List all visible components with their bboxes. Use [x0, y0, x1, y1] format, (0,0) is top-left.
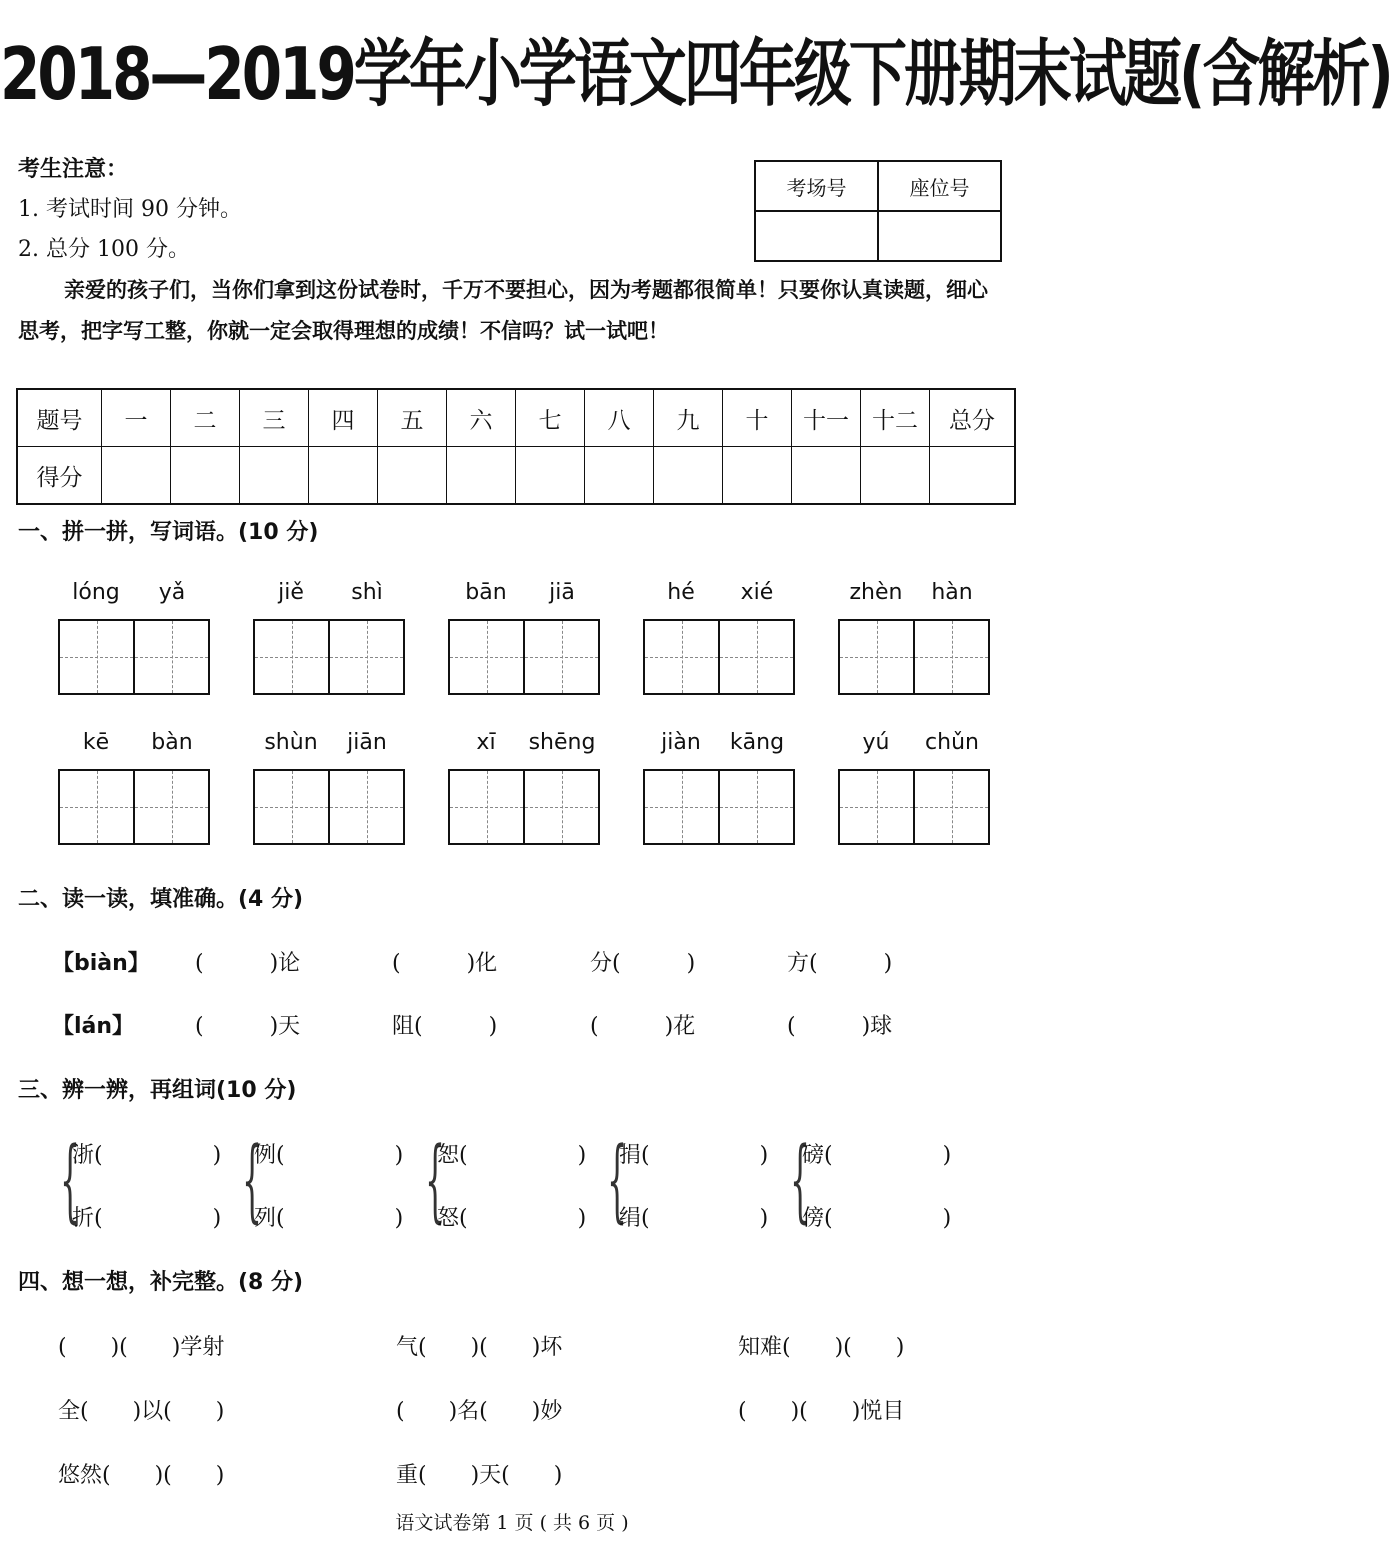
seat-table — [754, 160, 1002, 262]
idiom-item[interactable]: 气( )( )坏 — [396, 1335, 563, 1360]
pinyin-label: chǔn — [925, 730, 979, 755]
section-1-heading: 一、拼一拼，写词语。(10 分) — [18, 520, 319, 545]
seat-header-room: 考场号 — [755, 161, 878, 211]
pinyin-label: jiā — [549, 580, 575, 605]
section-3-heading: 三、辨一辨，再组词(10 分) — [18, 1078, 297, 1103]
fill-blank-item[interactable]: 方( ) — [787, 951, 893, 976]
room-number-field[interactable] — [755, 211, 878, 261]
note-item: 1. 考试时间 90 分钟。 — [18, 197, 242, 222]
char-write-grid[interactable] — [253, 769, 405, 845]
word-pair-item[interactable]: 恕( ) — [437, 1143, 587, 1168]
score-cell[interactable] — [171, 447, 240, 505]
fill-blank-item[interactable]: ( )论 — [195, 951, 301, 976]
score-cell[interactable] — [585, 447, 654, 505]
score-cell[interactable] — [516, 447, 585, 505]
score-column-header: 四 — [309, 389, 378, 447]
pinyin-label: kē — [82, 730, 110, 755]
notes-heading: 考生注意： — [18, 157, 129, 182]
page-footer: 语文试卷第 1 页 ( 共 6 页 ) — [395, 1512, 629, 1534]
brace-icon: { — [790, 1128, 811, 1233]
seat-header-seat: 座位号 — [878, 161, 1001, 211]
idiom-item[interactable]: ( )名( )妙 — [396, 1399, 563, 1424]
word-pair-item[interactable]: 怒( ) — [437, 1206, 587, 1231]
grid-cell[interactable] — [255, 621, 330, 693]
grid-cell[interactable] — [60, 771, 135, 843]
grid-cell[interactable] — [525, 621, 598, 693]
pinyin-label: bān — [465, 580, 507, 605]
pinyin-label: yǎ — [158, 580, 186, 605]
grid-cell[interactable] — [645, 621, 720, 693]
score-column-header: 七 — [516, 389, 585, 447]
pinyin-label: shēng — [528, 730, 596, 755]
brace-icon: { — [425, 1128, 446, 1233]
fill-blank-item[interactable]: ( )花 — [590, 1014, 696, 1039]
char-write-grid[interactable] — [838, 769, 990, 845]
brace-icon: { — [60, 1128, 81, 1233]
char-write-grid[interactable] — [643, 769, 795, 845]
char-write-grid[interactable] — [253, 619, 405, 695]
score-column-header: 六 — [447, 389, 516, 447]
seat-number-field[interactable] — [878, 211, 1001, 261]
score-cell[interactable] — [930, 447, 1016, 505]
section-2-heading: 二、读一读，填准确。(4 分) — [18, 887, 304, 912]
grid-cell[interactable] — [525, 771, 598, 843]
fill-blank-item[interactable]: 阻( ) — [392, 1014, 498, 1039]
score-cell[interactable] — [378, 447, 447, 505]
pinyin-label: jiān — [347, 730, 387, 755]
score-cell[interactable] — [654, 447, 723, 505]
idiom-item[interactable]: 悠然( )( ) — [58, 1463, 225, 1488]
score-cell[interactable] — [240, 447, 309, 505]
score-cell[interactable] — [102, 447, 171, 505]
score-column-header: 五 — [378, 389, 447, 447]
score-column-header: 一 — [102, 389, 171, 447]
pinyin-label: jiàn — [661, 730, 701, 755]
fill-blank-item[interactable]: ( )化 — [392, 951, 498, 976]
word-pair-item[interactable]: 绢( ) — [619, 1206, 769, 1231]
score-column-header: 三 — [240, 389, 309, 447]
word-pair-item[interactable]: 傍( ) — [802, 1206, 952, 1231]
idiom-item[interactable]: 知难( )( ) — [738, 1335, 905, 1360]
char-write-grid[interactable] — [58, 769, 210, 845]
score-column-header: 总分 — [930, 389, 1016, 447]
score-row-label: 得分 — [17, 447, 102, 505]
grid-cell[interactable] — [840, 771, 915, 843]
score-table — [16, 388, 1016, 505]
grid-cell[interactable] — [135, 771, 208, 843]
fill-blank-item: 【lán】 — [52, 1014, 135, 1039]
pinyin-label: kāng — [729, 730, 785, 755]
char-write-grid[interactable] — [838, 619, 990, 695]
score-column-header: 十一 — [792, 389, 861, 447]
char-write-grid[interactable] — [58, 619, 210, 695]
score-cell[interactable] — [447, 447, 516, 505]
fill-blank-item[interactable]: 分( ) — [590, 951, 696, 976]
grid-cell[interactable] — [915, 621, 988, 693]
word-pair-item[interactable]: 折( ) — [72, 1206, 222, 1231]
grid-cell[interactable] — [915, 771, 988, 843]
word-pair-item[interactable]: 列( ) — [254, 1206, 404, 1231]
intro-text — [18, 270, 1008, 352]
page-title: 2018—2019学年小学语文四年级下册期末试题(含解析) — [0, 31, 1391, 117]
idiom-item[interactable]: 全( )以( ) — [58, 1399, 225, 1424]
grid-cell[interactable] — [450, 621, 525, 693]
grid-cell[interactable] — [60, 621, 135, 693]
pinyin-label: hé — [667, 580, 695, 605]
word-pair-item[interactable]: 捐( ) — [619, 1143, 769, 1168]
score-cell[interactable] — [309, 447, 378, 505]
score-column-header: 二 — [171, 389, 240, 447]
idiom-item[interactable]: ( )( )悦目 — [738, 1399, 905, 1424]
idiom-item[interactable]: 重( )天( ) — [396, 1463, 563, 1488]
score-column-header: 八 — [585, 389, 654, 447]
grid-cell[interactable] — [720, 771, 793, 843]
score-column-header: 九 — [654, 389, 723, 447]
brace-icon: { — [242, 1128, 263, 1233]
grid-cell[interactable] — [330, 621, 403, 693]
fill-blank-item: 【biàn】 — [52, 951, 150, 976]
char-write-grid[interactable] — [448, 619, 600, 695]
pinyin-label: shì — [351, 580, 383, 605]
note-item: 2. 总分 100 分。 — [18, 237, 190, 262]
word-pair-item[interactable]: 浙( ) — [72, 1143, 222, 1168]
fill-blank-item[interactable]: ( )球 — [787, 1014, 893, 1039]
pinyin-label: lóng — [72, 580, 120, 605]
grid-cell[interactable] — [330, 771, 403, 843]
pinyin-label: yú — [862, 730, 890, 755]
pinyin-label: jiě — [278, 580, 304, 605]
section-4-heading: 四、想一想，补完整。(8 分) — [18, 1270, 304, 1295]
word-pair-item[interactable]: 例( ) — [254, 1143, 404, 1168]
pinyin-label: bàn — [151, 730, 193, 755]
brace-icon: { — [607, 1128, 628, 1233]
grid-cell[interactable] — [450, 771, 525, 843]
char-write-grid[interactable] — [448, 769, 600, 845]
grid-cell[interactable] — [255, 771, 330, 843]
score-column-header: 十二 — [861, 389, 930, 447]
grid-cell[interactable] — [840, 621, 915, 693]
grid-cell[interactable] — [645, 771, 720, 843]
word-pair-item[interactable]: 磅( ) — [802, 1143, 952, 1168]
pinyin-label: xié — [740, 580, 774, 605]
pinyin-label: zhèn — [849, 580, 903, 605]
score-cell[interactable] — [861, 447, 930, 505]
score-row-label: 题号 — [17, 389, 102, 447]
grid-cell[interactable] — [720, 621, 793, 693]
char-write-grid[interactable] — [643, 619, 795, 695]
pinyin-label: xī — [476, 730, 496, 755]
score-cell[interactable] — [723, 447, 792, 505]
pinyin-label: hàn — [931, 580, 973, 605]
intro-body: 亲爱的孩子们，当你们拿到这份试卷时，千万不要担心，因为考题都很简单！只要你认真读题，细心思考，把字写工整，你就一定会取得理想的成绩！不信吗？试一试吧！ — [18, 278, 988, 343]
fill-blank-item[interactable]: ( )天 — [195, 1014, 301, 1039]
grid-cell[interactable] — [135, 621, 208, 693]
idiom-item[interactable]: ( )( )学射 — [58, 1335, 225, 1360]
pinyin-label: shùn — [264, 730, 318, 755]
score-cell[interactable] — [792, 447, 861, 505]
score-column-header: 十 — [723, 389, 792, 447]
